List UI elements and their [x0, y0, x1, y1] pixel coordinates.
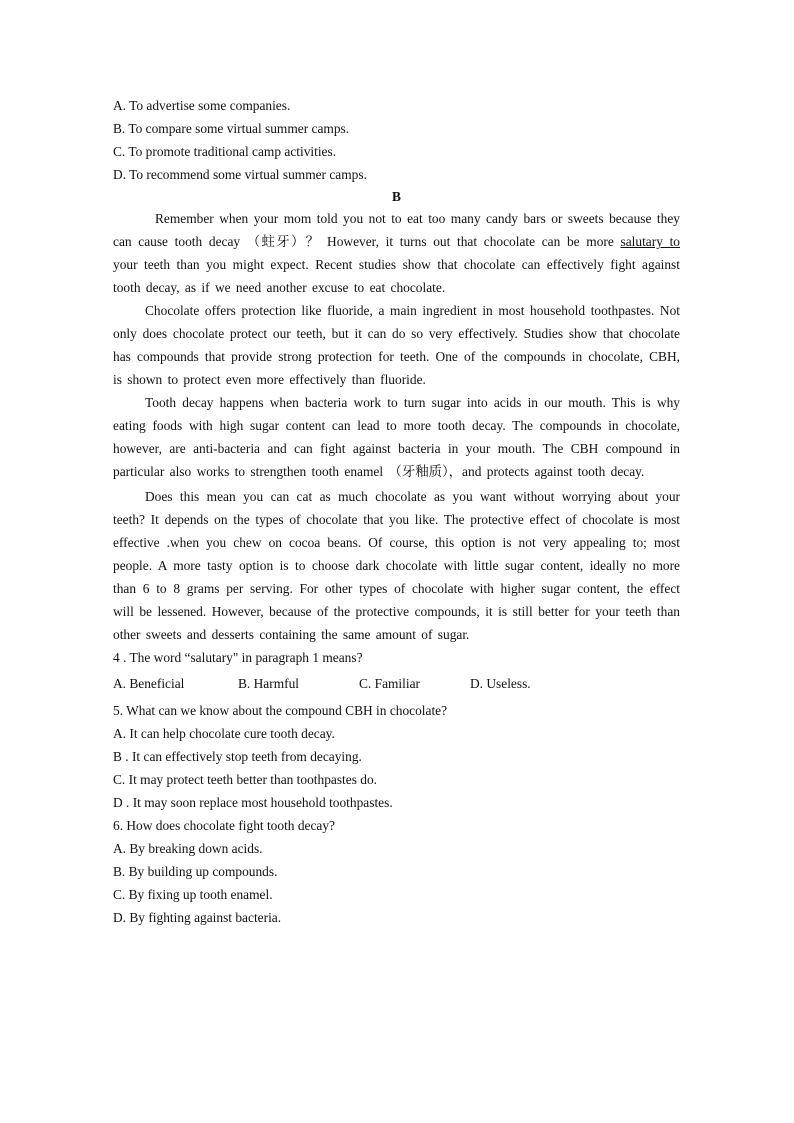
q5-option-d: D . It may soon replace most household toothpastes. — [113, 795, 393, 810]
section-label: B — [392, 189, 401, 204]
question-4-options — [113, 669, 680, 699]
paragraph-4: Does this mean you can cat as much chocolate as you want without worrying about your teeth? It depends on the types of chocolate that you like. The protective effect of chocolate is most effective .when you chew on cocoa beans. Of course, this option is not very appealing to; most people. A more tasty option is to choose dark chocolate with little sugar content, ideally no more than 6 to 8 grams per serving. For other types of chocolate with higher sugar content, the effect will be lessened. However, because of the protective compounds, it is still better for your teeth than other sweets and desserts containing the same amount of sugar. — [113, 489, 680, 642]
q5-option-c: C. It may protect teeth better than toothpastes do. — [113, 772, 378, 787]
question-4-stem: 4 . The word “salutary" in paragraph 1 means? — [113, 650, 363, 665]
q5-option-b: B . It can effectively stop teeth from decaying. — [113, 749, 362, 764]
q4-option-d: D. Useless. — [470, 676, 531, 691]
question-4 — [113, 646, 680, 699]
paragraph-1-text-end: your teeth than you might expect. Recent studies show that chocolate can effectively fight against tooth decay, as if we need another excuse to eat chocolate. — [113, 257, 680, 295]
q5-option-a: A. It can help chocolate cure tooth decay. — [113, 726, 335, 741]
paragraph-1-text-start: Remember when your mom told you not to eat too many candy bars or sweets because they can cause tooth decay （蛀牙）？ However, it turns out that chocolate can be more — [113, 211, 680, 249]
previous-question-options — [113, 94, 680, 186]
paragraph-1 — [113, 207, 680, 299]
q6-option-b: B. By building up compounds. — [113, 864, 278, 879]
question-6-stem: 6. How does chocolate fight tooth decay? — [113, 818, 335, 833]
q6-option-d: D. By fighting against bacteria. — [113, 910, 282, 925]
q4-option-a: A. Beneficial — [113, 676, 185, 691]
option-a: A. To advertise some companies. — [113, 98, 291, 113]
underlined-word-salutary: salutary to — [620, 234, 680, 249]
paragraph-3: Tooth decay happens when bacteria work to turn sugar into acids in our mouth. This is why eating foods with high sugar content can lead to more tooth decay. The compounds in chocolate, however, are anti-bacteria and can fight against bacteria in your mouth. The CBH compound in particular also works to strengthen tooth enamel （牙釉质），and protects against tooth decay. — [113, 395, 680, 479]
q6-option-c: C. By fixing up tooth enamel. — [113, 887, 273, 902]
option-c: C. To promote traditional camp activities. — [113, 144, 337, 159]
question-6 — [113, 814, 680, 929]
question-5-stem: 5. What can we know about the compound CBH in chocolate? — [113, 703, 448, 718]
q6-option-a: A. By breaking down acids. — [113, 841, 263, 856]
q4-option-c: C. Familiar — [359, 676, 420, 691]
paragraph-2: Chocolate offers protection like fluoride, a main ingredient in most household toothpastes. Not only does chocolate protect our teeth, but it can do so very effectively. Studies show that chocolate has compounds that provide strong protection for teeth. One of the compounds in chocolate, CBH, is shown to protect even more effectively than fluoride. — [113, 303, 680, 387]
question-5 — [113, 699, 680, 814]
q4-option-b: B. Harmful — [238, 676, 299, 691]
option-d: D. To recommend some virtual summer camps. — [113, 167, 367, 182]
document-page — [113, 94, 680, 929]
option-b: B. To compare some virtual summer camps. — [113, 121, 350, 136]
